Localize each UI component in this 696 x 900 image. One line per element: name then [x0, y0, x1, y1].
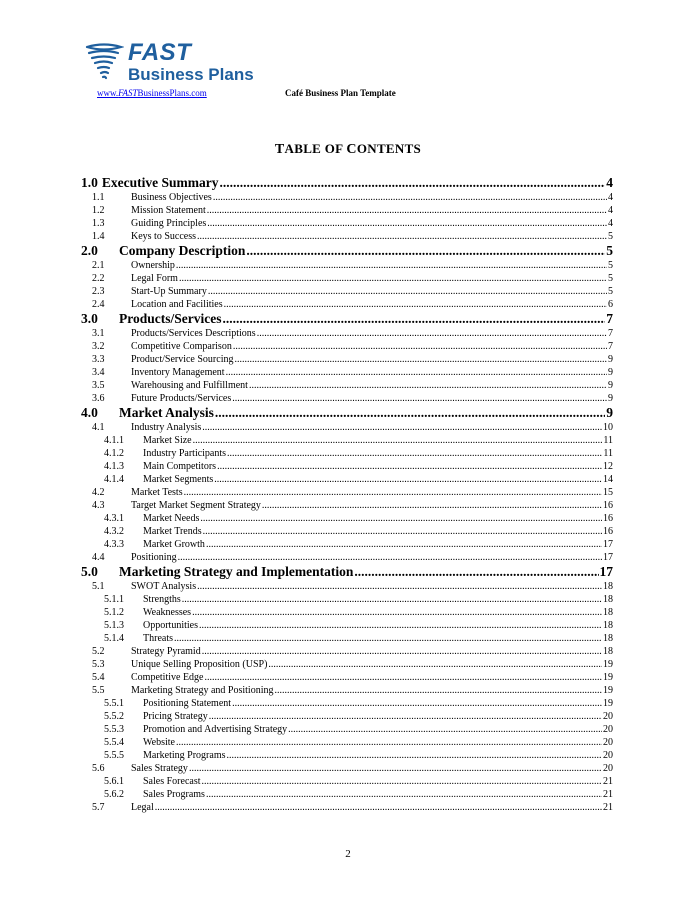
toc-entry-number: 4.2	[92, 487, 105, 498]
toc-entry-page: 5	[608, 260, 613, 271]
toc-entry-number: 3.3	[92, 354, 105, 365]
toc-entry-page: 9	[608, 367, 613, 378]
toc-dot-leader	[184, 486, 602, 499]
toc-dot-leader	[206, 538, 602, 551]
toc-entry-title: Competitive Comparison	[131, 341, 232, 352]
toc-entry-page: 5	[608, 231, 613, 242]
toc-dot-leader	[213, 191, 607, 204]
toc-entry-number: 5.5.2	[104, 711, 124, 722]
toc-entry-page: 20	[603, 711, 613, 722]
toc-entry[interactable]	[81, 259, 613, 272]
toc-dot-leader	[205, 671, 603, 684]
toc-entry-title: Legal Form	[131, 273, 178, 284]
toc-entry[interactable]	[81, 762, 613, 775]
toc-entry-number: 1.4	[92, 231, 105, 242]
toc-entry[interactable]	[81, 632, 613, 645]
toc-entry-title: Opportunities	[143, 620, 198, 631]
toc-dot-leader	[222, 311, 605, 327]
toc-entry[interactable]	[81, 327, 613, 340]
toc-entry-title: Executive Summary	[101, 175, 219, 190]
toc-entry-number: 5.1.1	[104, 594, 124, 605]
toc-entry-number: 2.3	[92, 286, 105, 297]
toc-entry[interactable]	[81, 486, 613, 499]
toc-dot-leader	[249, 379, 607, 392]
toc-entry-number: 5.5.5	[104, 750, 124, 761]
toc-entry-title: Products/Services Descriptions	[131, 328, 256, 339]
toc-dot-leader	[199, 619, 602, 632]
toc-entry-title: Market Analysis	[119, 405, 214, 420]
toc-entry-page: 18	[603, 607, 613, 618]
toc-entry-number: 5.6	[92, 763, 105, 774]
toc-entry-page: 17	[603, 552, 613, 563]
toc-entry-title: Website	[143, 737, 175, 748]
toc-entry[interactable]	[81, 421, 613, 434]
toc-entry[interactable]	[81, 775, 613, 788]
toc-dot-leader	[354, 564, 598, 580]
toc-entry[interactable]	[81, 447, 613, 460]
toc-entry[interactable]	[81, 311, 613, 327]
toc-entry-page: 19	[603, 698, 613, 709]
toc-entry-title: Sales Strategy	[131, 763, 188, 774]
toc-entry-page: 21	[603, 802, 613, 813]
toc-entry-page: 9	[608, 380, 613, 391]
toc-entry-page: 6	[608, 299, 613, 310]
toc-entry-number: 3.4	[92, 367, 105, 378]
toc-entry-title: Market Size	[143, 435, 192, 446]
toc-dot-leader	[207, 217, 607, 230]
logo	[84, 40, 284, 86]
toc-dot-leader	[197, 580, 602, 593]
logo-business-plans-text: Business Plans	[128, 65, 254, 84]
toc-entry-page: 18	[603, 620, 613, 631]
toc-entry-title: Industry Analysis	[131, 422, 202, 433]
toc-entry-page: 20	[603, 737, 613, 748]
toc-entry[interactable]	[81, 285, 613, 298]
toc-dot-leader	[182, 593, 602, 606]
toc-entry[interactable]	[81, 749, 613, 762]
document-header-title: Café Business Plan Template	[285, 88, 396, 98]
toc-dot-leader	[275, 684, 603, 697]
toc-entry-title: Strengths	[143, 594, 181, 605]
page-number: 2	[345, 848, 351, 860]
toc-entry[interactable]	[81, 593, 613, 606]
toc-entry-number: 5.7	[92, 802, 105, 813]
toc-entry[interactable]	[81, 217, 613, 230]
toc-entry[interactable]	[81, 175, 613, 191]
toc-entry-number: 4.3	[92, 500, 105, 511]
toc-dot-leader	[288, 723, 602, 736]
toc-entry-title: Pricing Strategy	[143, 711, 208, 722]
toc-dot-leader	[234, 353, 607, 366]
toc-entry[interactable]	[81, 645, 613, 658]
toc-entry[interactable]	[81, 551, 613, 564]
toc-entry-page: 4	[608, 218, 613, 229]
toc-entry-title: Inventory Management	[131, 367, 225, 378]
toc-entry-number: 4.1	[92, 422, 105, 433]
toc-entry-page: 12	[603, 461, 613, 472]
toc-entry[interactable]	[81, 606, 613, 619]
toc-entry[interactable]	[81, 340, 613, 353]
toc-dot-leader	[209, 710, 602, 723]
toc-entry-page: 20	[603, 750, 613, 761]
toc-entry-number: 5.0	[81, 564, 98, 579]
toc-dot-leader	[246, 243, 605, 259]
toc-entry-page: 21	[603, 776, 613, 787]
toc-entry-page: 20	[603, 763, 613, 774]
toc-entry-page: 16	[603, 513, 613, 524]
toc-dot-leader	[203, 525, 602, 538]
toc-entry-title: Threats	[143, 633, 173, 644]
toc-dot-leader	[262, 499, 602, 512]
toc-entry-number: 4.3.1	[104, 513, 124, 524]
toc-entry-page: 18	[603, 581, 613, 592]
toc-dot-leader	[233, 340, 607, 353]
toc-entry[interactable]	[81, 204, 613, 217]
toc-dot-leader	[202, 775, 603, 788]
toc-dot-leader	[227, 749, 603, 762]
toc-dot-leader	[200, 512, 602, 525]
toc-dot-leader	[176, 259, 607, 272]
toc-entry[interactable]	[81, 684, 613, 697]
toc-entry-page: 9	[608, 393, 613, 404]
toc-entry[interactable]	[81, 379, 613, 392]
toc-entry-page: 9	[608, 354, 613, 365]
toc-entry[interactable]	[81, 525, 613, 538]
toc-entry-page: 5	[606, 243, 613, 258]
toc-entry[interactable]	[81, 499, 613, 512]
toc-entry-title: Legal	[131, 802, 154, 813]
toc-entry-title: Market Growth	[143, 539, 205, 550]
toc-entry-page: 17	[603, 539, 613, 550]
toc-entry-number: 5.1.2	[104, 607, 124, 618]
toc-entry-number: 4.0	[81, 405, 98, 420]
toc-entry-title: Target Market Segment Strategy	[131, 500, 261, 511]
toc-entry[interactable]	[81, 434, 613, 447]
toc-entry-title: Competitive Edge	[131, 672, 204, 683]
toc-entry[interactable]	[81, 538, 613, 551]
toc-entry-number: 5.5.3	[104, 724, 124, 735]
toc-entry[interactable]	[81, 460, 613, 473]
toc-entry-title: Market Tests	[131, 487, 183, 498]
toc-entry-title: Market Segments	[143, 474, 214, 485]
toc-dot-leader	[215, 405, 605, 421]
toc-entry-page: 17	[599, 564, 613, 579]
toc-entry[interactable]	[81, 723, 613, 736]
toc-entry-page: 14	[603, 474, 613, 485]
toc-dot-leader	[224, 298, 607, 311]
toc-entry[interactable]	[81, 191, 613, 204]
toc-dot-leader	[232, 697, 602, 710]
toc-entry-title: Business Objectives	[131, 192, 212, 203]
toc-entry-title: Positioning	[131, 552, 177, 563]
toc-dot-leader	[189, 762, 602, 775]
toc-entry-number: 1.1	[92, 192, 105, 203]
toc-entry-page: 19	[603, 659, 613, 670]
toc-entry[interactable]	[81, 580, 613, 593]
toc-entry-title: Start-Up Summary	[131, 286, 207, 297]
toc-dot-leader	[193, 434, 603, 447]
toc-dot-leader	[268, 658, 602, 671]
toc-entry-number: 4.1.3	[104, 461, 124, 472]
toc-dot-leader	[155, 801, 602, 814]
toc-entry-title: Main Competitors	[143, 461, 217, 472]
toc-entry-page: 19	[603, 685, 613, 696]
toc-entry-number: 4.3.2	[104, 526, 124, 537]
toc-entry-number: 5.2	[92, 646, 105, 657]
toc-entry-number: 2.1	[92, 260, 105, 271]
toc-entry-number: 1.3	[92, 218, 105, 229]
toc-entry-title: Weaknesses	[143, 607, 192, 618]
toc-entry[interactable]	[81, 366, 613, 379]
toc-entry-title: Sales Forecast	[143, 776, 201, 787]
toc-entry-number: 4.3.3	[104, 539, 124, 550]
toc-dot-leader	[179, 272, 607, 285]
toc-entry-title: Market Trends	[143, 526, 202, 537]
toc-entry-number: 5.6.2	[104, 789, 124, 800]
toc-dot-leader	[176, 736, 602, 749]
toc-entry-number: 4.1.2	[104, 448, 124, 459]
toc-entry-number: 4.4	[92, 552, 105, 563]
toc-entry-number: 1.0	[81, 175, 98, 190]
toc-entry-title: Warehousing and Fulfillment	[131, 380, 248, 391]
toc-entry-number: 5.6.1	[104, 776, 124, 787]
toc-entry[interactable]	[81, 353, 613, 366]
toc-entry-number: 4.1.4	[104, 474, 124, 485]
toc-entry-page: 19	[603, 672, 613, 683]
toc-entry-title: Industry Participants	[143, 448, 227, 459]
toc-entry-page: 18	[603, 633, 613, 644]
toc-entry[interactable]	[81, 697, 613, 710]
toc-entry[interactable]	[81, 658, 613, 671]
toc-entry-title: Mission Statement	[131, 205, 206, 216]
toc-dot-leader	[226, 366, 607, 379]
toc-entry[interactable]	[81, 473, 613, 486]
toc-entry-title: Keys to Success	[131, 231, 196, 242]
toc-entry-number: 5.5.1	[104, 698, 124, 709]
toc-entry-title: Future Products/Services	[131, 393, 232, 404]
toc-entry-page: 21	[603, 789, 613, 800]
toc-entry-page: 15	[603, 487, 613, 498]
toc-entry-number: 3.1	[92, 328, 105, 339]
toc-entry-page: 4	[608, 192, 613, 203]
toc-dot-leader	[257, 327, 607, 340]
toc-entry-page: 9	[606, 405, 613, 420]
toc-entry-title: Company Description	[119, 243, 246, 258]
toc-entry-page: 7	[608, 341, 613, 352]
toc-entry-number: 3.0	[81, 311, 98, 326]
toc-entry-page: 5	[608, 273, 613, 284]
logo-fast-text: FAST	[128, 39, 192, 66]
toc-dot-leader	[192, 606, 602, 619]
toc-entry-title: Location and Facilities	[131, 299, 223, 310]
table-of-contents	[81, 175, 613, 814]
toc-entry[interactable]	[81, 392, 613, 405]
toc-entry-page: 7	[608, 328, 613, 339]
toc-entry-number: 5.1	[92, 581, 105, 592]
toc-entry[interactable]	[81, 801, 613, 814]
toc-entry-number: 2.2	[92, 273, 105, 284]
toc-entry-page: 10	[603, 422, 613, 433]
toc-entry-page: 5	[608, 286, 613, 297]
toc-entry-title: Marketing Strategy and Positioning	[131, 685, 274, 696]
page-title: TABLE OF CONTENTS	[274, 141, 422, 157]
toc-entry-number: 5.5.4	[104, 737, 124, 748]
toc-entry-page: 20	[603, 724, 613, 735]
toc-entry-number: 5.5	[92, 685, 105, 696]
toc-entry-page: 16	[603, 500, 613, 511]
toc-entry-number: 5.4	[92, 672, 105, 683]
toc-entry[interactable]	[81, 230, 613, 243]
toc-entry-page: 18	[603, 594, 613, 605]
toc-entry[interactable]	[81, 272, 613, 285]
toc-entry[interactable]	[81, 243, 613, 259]
toc-entry[interactable]	[81, 564, 613, 580]
toc-entry-title: Marketing Programs	[143, 750, 226, 761]
toc-dot-leader	[174, 632, 602, 645]
toc-entry-title: Ownership	[131, 260, 175, 271]
toc-entry-title: Product/Service Sourcing	[131, 354, 234, 365]
toc-entry[interactable]	[81, 298, 613, 311]
tornado-icon	[84, 42, 124, 84]
toc-entry-title: Guiding Principles	[131, 218, 207, 229]
toc-entry-number: 5.1.3	[104, 620, 124, 631]
toc-entry-page: 4	[606, 175, 613, 190]
toc-dot-leader	[197, 230, 607, 243]
toc-entry-page: 7	[606, 311, 613, 326]
toc-entry-number: 2.0	[81, 243, 98, 258]
toc-entry-number: 5.1.4	[104, 633, 124, 644]
toc-entry-title: Marketing Strategy and Implementation	[119, 564, 354, 579]
website-link[interactable]: www.FASTBusinessPlans.com	[97, 88, 207, 98]
toc-entry-number: 3.5	[92, 380, 105, 391]
toc-dot-leader	[217, 460, 602, 473]
toc-entry[interactable]	[81, 512, 613, 525]
toc-entry[interactable]	[81, 710, 613, 723]
toc-dot-leader	[219, 175, 605, 191]
toc-dot-leader	[206, 788, 602, 801]
toc-entry[interactable]	[81, 405, 613, 421]
toc-entry-title: Promotion and Advertising Strategy	[143, 724, 288, 735]
toc-entry-title: Sales Programs	[143, 789, 205, 800]
toc-dot-leader	[207, 204, 607, 217]
toc-dot-leader	[178, 551, 602, 564]
toc-entry[interactable]	[81, 736, 613, 749]
toc-entry[interactable]	[81, 788, 613, 801]
toc-dot-leader	[202, 421, 602, 434]
toc-dot-leader	[202, 645, 602, 658]
toc-entry-number: 5.3	[92, 659, 105, 670]
toc-entry-title: SWOT Analysis	[131, 581, 197, 592]
toc-entry-page: 11	[603, 435, 613, 446]
toc-entry-page: 11	[603, 448, 613, 459]
toc-entry-title: Unique Selling Proposition (USP)	[131, 659, 268, 670]
toc-entry-page: 18	[603, 646, 613, 657]
toc-entry-number: 3.6	[92, 393, 105, 404]
toc-dot-leader	[227, 447, 602, 460]
toc-dot-leader	[232, 392, 607, 405]
toc-entry[interactable]	[81, 671, 613, 684]
toc-dot-leader	[214, 473, 602, 486]
toc-dot-leader	[208, 285, 607, 298]
toc-entry-number: 4.1.1	[104, 435, 124, 446]
toc-entry-number: 2.4	[92, 299, 105, 310]
toc-entry-number: 3.2	[92, 341, 105, 352]
toc-entry-title: Market Needs	[143, 513, 200, 524]
toc-entry-title: Positioning Statement	[143, 698, 232, 709]
toc-entry-page: 4	[608, 205, 613, 216]
toc-entry-title: Strategy Pyramid	[131, 646, 201, 657]
toc-entry-title: Products/Services	[119, 311, 222, 326]
toc-entry-number: 1.2	[92, 205, 105, 216]
toc-entry-page: 16	[603, 526, 613, 537]
toc-entry[interactable]	[81, 619, 613, 632]
